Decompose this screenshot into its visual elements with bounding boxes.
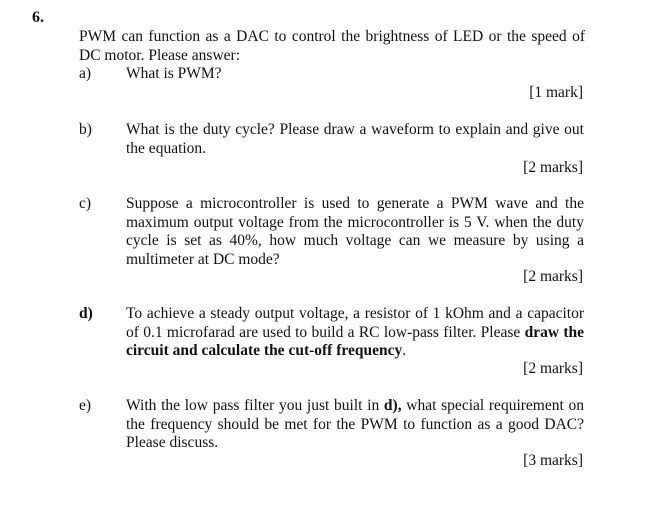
part-d-text	[126, 305, 584, 361]
part-e-text-end: what special requirement on the frequency should be met for the PWM to function as a good DAC? Please discuss.	[126, 397, 584, 451]
part-a-letter: a)	[79, 65, 92, 82]
part-d-letter: d)	[79, 305, 93, 322]
part-a-marks: [1 mark]	[529, 84, 583, 101]
part-d-text-end: .	[402, 342, 407, 359]
part-d-marks: [2 marks]	[523, 360, 583, 377]
part-c-marks: [2 marks]	[523, 268, 583, 285]
part-d-text-bold: draw the circuit and calculate the cut-off frequency	[126, 323, 584, 359]
part-e-marks: [3 marks]	[523, 452, 583, 469]
part-b-marks: [2 marks]	[523, 159, 583, 176]
part-e-letter: e)	[79, 397, 92, 414]
part-e-text-bold: d),	[383, 397, 402, 414]
question-number: 6.	[32, 9, 44, 26]
part-e-text-start: With the low pass filter you just built in	[126, 397, 384, 414]
part-d-text-plain: To achieve a steady output voltage, a resistor of 1 kOhm and a capacitor of 0.1 microfarad are used to build a RC low-pass filter. Please	[126, 305, 584, 341]
part-e-text	[126, 397, 584, 453]
question-intro: PWM can function as a DAC to control the brightness of LED or the speed of DC motor. Please answer:	[79, 28, 585, 64]
part-a-text: What is PWM?	[126, 65, 222, 82]
part-b-letter: b)	[79, 121, 92, 138]
part-c-letter: c)	[79, 195, 92, 212]
part-b-text: What is the duty cycle? Please draw a waveform to explain and give out the equation.	[126, 121, 584, 157]
part-c-text: Suppose a microcontroller is used to generate a PWM wave and the maximum output voltage from the microcontroller is 5 V. when the duty cycle is set as 40%, how much voltage can we measure by using a multimeter at DC mode?	[126, 195, 584, 268]
